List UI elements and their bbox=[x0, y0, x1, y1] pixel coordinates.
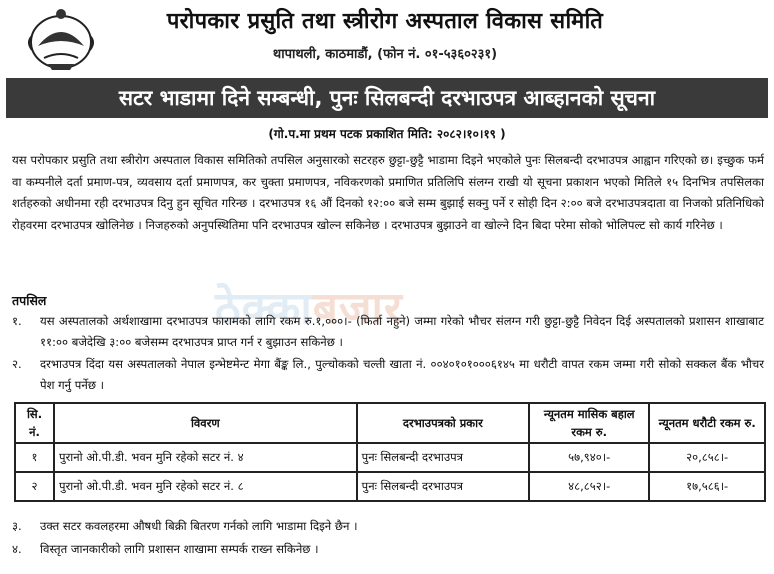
col-header-type: दरभाउपत्रको प्रकार bbox=[357, 403, 529, 443]
notice-body: यस परोपकार प्रसुति तथा स्त्रीरोग अस्पताल विकास समितिको तपसिल अनुसारको सटरहरु छुट्टा-छुट्टै भाडामा दिइने भएकोले पुनः सिलबन्दी दरभाउपत्र आह्वान गरिएको छ। इच्छुक फर्म वा कम्पनीले दर्ता प्रमाण-पत्र, व्यवसाय दर्ता प्रमाणपत्र, कर चुक्ता प्रमाणपत्र, नविकरणको प्रमाणित प्रतिलिपि संलग्न राखी यो सूचना प्रकाशन भएको मितिले १५ दिनभित्र तपसिलका शर्तहरुको अधीनमा रही दरभाउपत्र दिनु हुन सूचित गरिन्छ । दरभाउपत्र १६ औं दिनको १२:०० बजे सम्म बुझाई सक्नु पर्ने र सोही दिन २:०० बजे दरभाउपत्रदाता वा निजको प्रतिनिधिको रोहवरमा दरभाउपत्र खोलिनेछ । निजहरुको अनुपस्थितिमा पनि दरभाउपत्र खोल्न सकिनेछ । दरभाउपत्र बुझाउने वा खोल्ने दिन बिदा परेमा सोको भोलिपल्ट सो कार्य गरिनेछ । bbox=[12, 153, 764, 232]
item-text: विस्तृत जानकारीको लागि प्रशासन शाखामा सम्पर्क राख्न सकिनेछ । bbox=[40, 542, 319, 556]
item-text: यस अस्पतालको अर्थशाखामा दरभाउपत्र फारामको लागि रकम रु.१,०००।- (फिर्ता नहुने) जम्मा गरेको भौचर संलग्न गरी छुट्टा-छुट्टै निवेदन दिई अस्पतालको प्रशासन शाखाबाट ११:०० बजेदेखि ३:०० बजेसम्म दरभाउपत्र प्राप्त गर्न र बुझाउन सकिनेछ । bbox=[40, 314, 764, 349]
col-header-description: विवरण bbox=[54, 403, 357, 443]
shutter-table bbox=[14, 402, 766, 502]
item-text: उक्त सटर कवलहरमा औषधी बिक्री बितरण गर्नको लागि भाडामा दिइने छैन । bbox=[40, 519, 358, 533]
publication-date: (गो.प.मा प्रथम पटक प्रकाशित मिति: २०८२।१०।१९ ) bbox=[268, 127, 506, 141]
cell-monthly-rent: ४८,८५२।- bbox=[529, 472, 649, 501]
notice-title: सटर भाडामा दिने सम्बन्धी, पुनः सिलबन्दी दरभाउपत्र आब्हानको सूचना bbox=[6, 78, 768, 118]
notice-header bbox=[0, 0, 774, 76]
cell-sn: १ bbox=[15, 443, 54, 472]
table-row bbox=[15, 443, 765, 472]
col-header-deposit: न्यूनतम धरौटी रकम रु. bbox=[649, 403, 765, 443]
cell-description: पुरानो ओ.पी.डी. भवन मुनि रहेको सटर नं. ८ bbox=[54, 472, 357, 501]
cell-monthly-rent: ५७,९४०।- bbox=[529, 443, 649, 472]
cell-deposit: २०,८५८।- bbox=[649, 443, 765, 472]
cell-sn: २ bbox=[15, 472, 54, 501]
col-header-sn: सि. नं. bbox=[15, 403, 54, 443]
cell-description: पुरानो ओ.पी.डी. भवन मुनि रहेको सटर नं. ४ bbox=[54, 443, 357, 472]
organization-name: परोपकार प्रसुति तथा स्त्रीरोग अस्पताल विकास समिति bbox=[166, 9, 604, 34]
table-row bbox=[15, 472, 765, 501]
cell-type: पुनः सिलबन्दी दरभाउपत्र bbox=[357, 472, 529, 501]
organization-address: थापाथली, काठमाडौं, (फोन नं. ०१-५३६०२३१) bbox=[272, 47, 498, 62]
watermark-part-1: ठेक्का bbox=[215, 283, 313, 334]
nepal-government-emblem-icon bbox=[24, 6, 98, 72]
section-title: तपसिल bbox=[12, 293, 47, 308]
item-text: दरभाउपत्र दिंदा यस अस्पतालको नेपाल इन्भेष्टमेन्ट मेगा बैंङ्क लि., पुल्चोकको चल्ती खाता नं. ००४०१०१०००६१४५ मा धरौटी वापत रकम जम्मा गरी सोको सक्कल बैंक भौचर पेश गर्नु पर्नेछ । bbox=[40, 357, 764, 392]
cell-deposit: १७,५८६।- bbox=[649, 472, 765, 501]
cell-type: पुनः सिलबन्दी दरभाउपत्र bbox=[357, 443, 529, 472]
col-header-monthly-rent: न्यूनतम मासिक बहाल रकम रु. bbox=[529, 403, 649, 443]
item-number: ३. bbox=[12, 519, 22, 533]
watermark-part-2: बजार bbox=[312, 283, 403, 334]
table-header-row bbox=[15, 403, 765, 443]
item-number: २. bbox=[12, 357, 22, 371]
item-number: १. bbox=[12, 314, 22, 328]
item-number: ४. bbox=[12, 542, 22, 556]
